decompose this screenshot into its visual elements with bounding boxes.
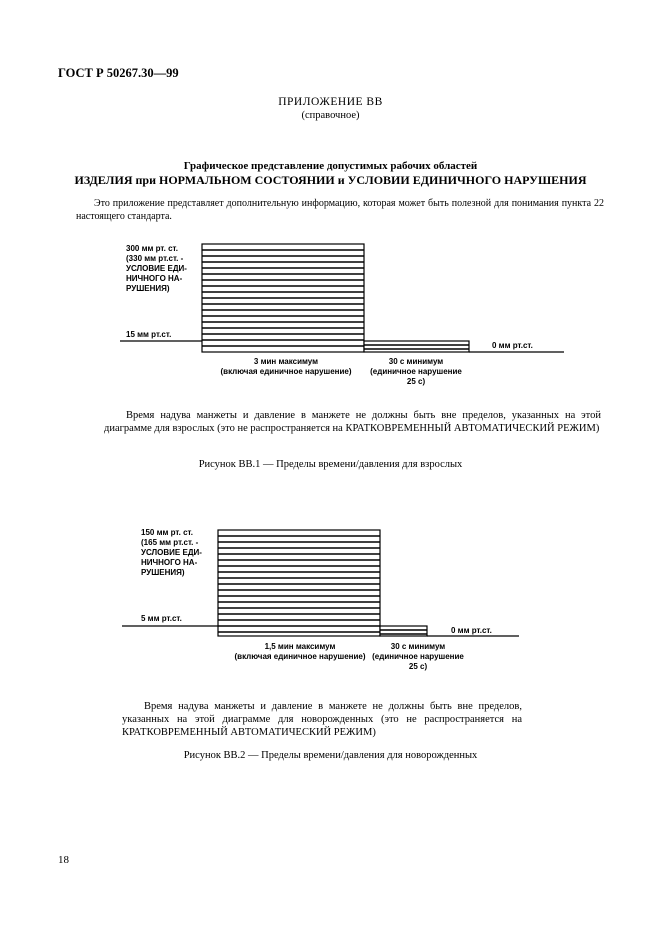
figure-1-label-top-3: УСЛОВИЕ ЕДИ-: [126, 264, 187, 273]
figure-2-caption: Рисунок ВВ.2 — Пределы времени/давления для новорожденных: [183, 750, 478, 761]
figure-1-high-block: [202, 244, 364, 352]
figure-1-label-time1-1: 3 мин максимум: [253, 357, 319, 366]
figure-1-label-top-5: РУШЕНИЯ): [126, 284, 170, 293]
figure-1-label-top-4: НИЧНОГО НА-: [126, 274, 183, 283]
section-title-line1: Графическое представление допустимых рабочих областей: [183, 160, 478, 172]
figure-1-label-time2-1: 30 с минимум: [388, 357, 444, 366]
figure-1-label-time1-2: (включая единичное нарушение): [220, 367, 352, 376]
figure-1-caption: Рисунок ВВ.1 — Пределы времени/давления для взрослых: [198, 459, 463, 470]
figure-1-label-time2-3: 25 с): [406, 377, 426, 386]
figure-2-label-time1-2: (включая единичное нарушение): [234, 652, 366, 661]
figure-2-label-time1-1: 1,5 мин максимум: [264, 642, 336, 651]
figure-2-high-block: [218, 530, 380, 636]
figure-2-low-block: [380, 626, 427, 636]
figure-2-label-top-4: НИЧНОГО НА-: [141, 558, 198, 567]
intro-paragraph: Это приложение представляет дополнительную информацию, которая может быть полезной для понимания пункта 22 настоящего стандарта.: [76, 198, 604, 222]
figure-2-label-top-1: 150 мм рт. ст.: [141, 528, 193, 537]
figure-1-label-top-1: 300 мм рт. ст.: [126, 244, 178, 253]
figure-2-label-zero: 0 мм рт.ст.: [451, 626, 492, 635]
figure-1-label-top-2: (330 мм рт.ст. -: [126, 254, 184, 263]
figure-2-label-top-5: РУШЕНИЯ): [141, 568, 185, 577]
figure-2-label-time2-1: 30 с минимум: [390, 642, 446, 651]
figure-1-paragraph: Время надува манжеты и давление в манжете не должны быть вне пределов, указанных на этой диаграмме для взрослых (это не распространяется на КРАТКОВРЕМЕННЫЙ АВТОМАТИЧЕСКИЙ РЕЖИМ): [104, 410, 601, 434]
figure-2-label-time2-3: 25 с): [408, 662, 428, 671]
appendix-title: ПРИЛОЖЕНИЕ ВВ: [278, 96, 383, 108]
figure-2-label-top-3: УСЛОВИЕ ЕДИ-: [141, 548, 202, 557]
figure-1-label-time2-2: (единичное нарушение: [370, 367, 462, 376]
figure-1-low-block: [364, 341, 469, 352]
page-number: 18: [58, 854, 69, 866]
appendix-subtitle: (справочное): [301, 110, 360, 121]
figure-2-label-time2-2: (единичное нарушение: [372, 652, 464, 661]
figure-2-label-top-2: (165 мм рт.ст. -: [141, 538, 199, 547]
standard-number: ГОСТ Р 50267.30—99: [58, 66, 179, 80]
figure-1-label-low: 15 мм рт.ст.: [126, 330, 172, 339]
figure-2-paragraph: Время надува манжеты и давление в манжете не должны быть вне пределов, указанных на этой диаграмме для новорожденных (это не распространяется на КРАТКОВРЕМЕННЫЙ АВТОМАТИЧЕСКИЙ РЕЖИМ): [122, 701, 522, 738]
figure-2-label-low: 5 мм рт.ст.: [141, 614, 182, 623]
figure-1-label-zero: 0 мм рт.ст.: [492, 341, 533, 350]
section-title-line2: ИЗДЕЛИЯ при НОРМАЛЬНОМ СОСТОЯНИИ и УСЛОВИИ ЕДИНИЧНОГО НАРУШЕНИЯ: [74, 173, 587, 187]
